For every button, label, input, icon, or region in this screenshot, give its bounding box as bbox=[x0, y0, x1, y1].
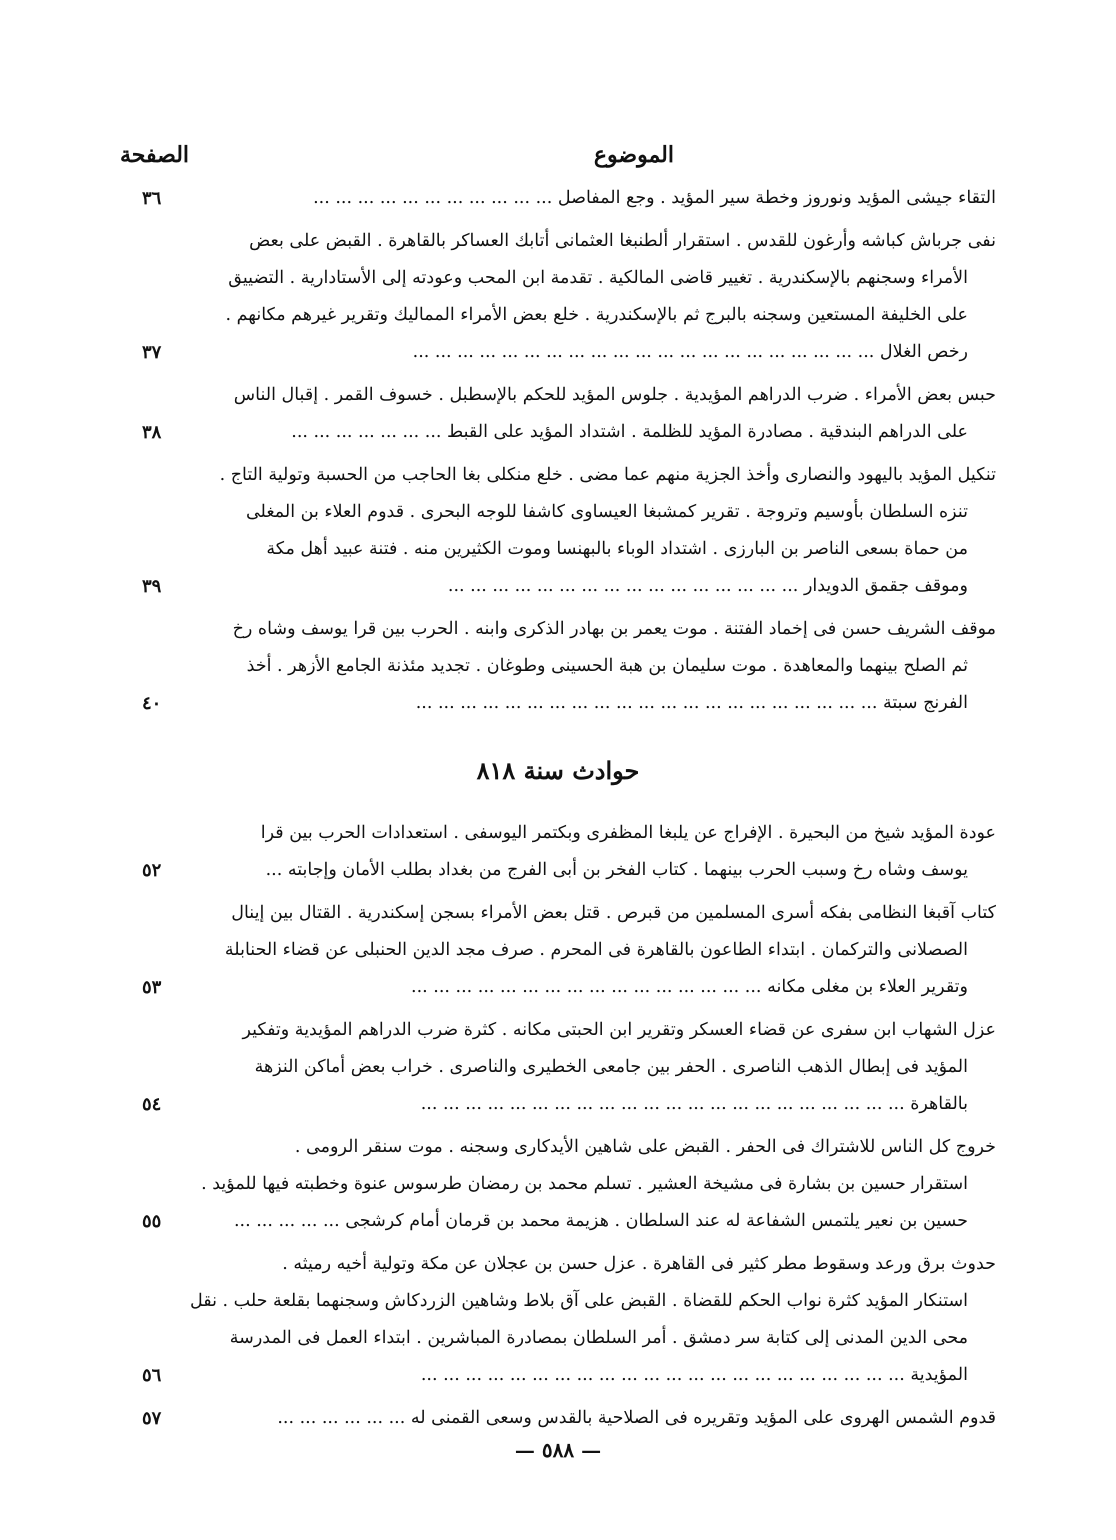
toc-entry-line: تنزه السلطان بأوسيم وتروجة . تقرير كمشبغا العيساوى كاشفا للوجه البحرى . قدوم العلاء بن المغلى bbox=[245, 502, 968, 522]
toc-header bbox=[120, 138, 996, 172]
toc-group-second bbox=[120, 815, 996, 1437]
toc-entry-line: خروج كل الناس للاشتراك فى الحفر . القبض على شاهين الأيدكارى وسجنه . موت سنقر الرومى . bbox=[294, 1137, 996, 1157]
toc-page-number: ٥٧ bbox=[142, 1408, 162, 1429]
toc-entry-line: الفرنج سبتة ... ... ... ... ... ... ... ... ... ... ... ... ... ... ... ... ... ... ... ... ... bbox=[415, 693, 968, 713]
toc-entry bbox=[120, 1129, 996, 1240]
toc-entry bbox=[120, 815, 996, 889]
toc-entry-line: حدوث برق ورعد وسقوط مطر كثير فى القاهرة . عزل حسن بن عجلان عن مكة وتولية أخيه رميثه . bbox=[282, 1254, 996, 1274]
table-of-contents bbox=[120, 180, 996, 1443]
toc-entry bbox=[120, 611, 996, 722]
toc-entry-line: قدوم الشمس الهروى على المؤيد وتقريره فى الصلاحية بالقدس وسعى القمنى له ... ... ... ... ... ... bbox=[277, 1408, 996, 1428]
toc-page-number: ٣٦ bbox=[142, 188, 162, 209]
toc-entry-line: التقاء جيشى المؤيد ونوروز وخطة سير المؤيد . وجع المفاصل ... ... ... ... ... ... ... ... ... ... ... bbox=[313, 188, 996, 208]
topic-column-heading: الموضوع bbox=[593, 142, 674, 168]
toc-entry bbox=[120, 1246, 996, 1394]
toc-page-number: ٥٤ bbox=[142, 1094, 162, 1115]
page-column-heading: الصفحة bbox=[120, 142, 190, 168]
toc-page-number: ٥٥ bbox=[142, 1211, 162, 1232]
toc-entry-line: تنكيل المؤيد باليهود والنصارى وأخذ الجزية منهم عما مضى . خلع منكلى بغا الحاجب من الحسبة وتولية التاج . bbox=[219, 465, 996, 485]
toc-entry-line: عودة المؤيد شيخ من البحيرة . الإفراج عن يلبغا المظفرى وبكتمر اليوسفى . استعدادات الحرب بين قرا bbox=[260, 823, 996, 843]
toc-entry-line: يوسف وشاه رخ وسبب الحرب بينهما . كتاب الفخر بن أبى الفرج من بغداد بطلب الأمان وإجابته ... bbox=[265, 860, 968, 880]
toc-entry-line: كتاب آقبغا النظامى بفكه أسرى المسلمين من قبرص . قتل بعض الأمراء بسجن إسكندرية . القتال بين إينال bbox=[231, 903, 996, 923]
toc-page-number: ٥٣ bbox=[142, 977, 162, 998]
toc-entry-line: حسين بن نعير يلتمس الشفاعة له عند السلطان . هزيمة محمد بن قرمان أمام كرشجى ... ... ... ... ... bbox=[233, 1211, 968, 1231]
toc-page-number: ٥٢ bbox=[142, 860, 162, 881]
toc-entry-line: ثم الصلح بينهما والمعاهدة . موت سليمان بن هبة الحسينى وطوغان . تجديد مئذنة الجامع الأزهر . أخذ bbox=[246, 656, 968, 676]
toc-page-number: ٣٨ bbox=[142, 422, 162, 443]
toc-entry-line: حبس بعض الأمراء . ضرب الدراهم المؤيدية . جلوس المؤيد للحكم بالإسطبل . خسوف القمر . إقبال الناس bbox=[233, 385, 996, 405]
toc-entry-line: عزل الشهاب ابن سفرى عن قضاء العسكر وتقرير ابن الحبتى مكانه . كثرة ضرب الدراهم المؤيدية وتفكير bbox=[242, 1020, 996, 1040]
toc-page-number: ٥٦ bbox=[142, 1365, 162, 1386]
toc-entry-line: استقرار حسين بن بشارة فى مشيخة العشير . تسلم محمد بن رمضان طرسوس عنوة وخطبته فيها للمؤيد . bbox=[201, 1174, 968, 1194]
toc-entry-line: المؤيدية ... ... ... ... ... ... ... ... ... ... ... ... ... ... ... ... ... ... ... ... ... ... bbox=[420, 1365, 968, 1385]
page-number-footer: — ٥٨٨ — bbox=[514, 1438, 602, 1462]
toc-entry-line: الأمراء وسجنهم بالإسكندرية . تغيير قاضى المالكية . تقدمة ابن المحب وعودته إلى الأستادارية . التضييق bbox=[228, 268, 968, 288]
toc-entry bbox=[120, 180, 996, 217]
toc-entry-line: وتقرير العلاء بن مغلى مكانه ... ... ... ... ... ... ... ... ... ... ... ... ... ... ... ... bbox=[411, 977, 968, 997]
toc-entry-line: وموقف جقمق الدويدار ... ... ... ... ... ... ... ... ... ... ... ... ... ... ... ... bbox=[447, 576, 968, 596]
toc-entry-line: استنكار المؤيد كثرة نواب الحكم للقضاة . القبض على آق بلاط وشاهين الزردكاش وسجنهما بقلعة حلب . نقل bbox=[189, 1291, 968, 1311]
toc-entry-line: بالقاهرة ... ... ... ... ... ... ... ... ... ... ... ... ... ... ... ... ... ... ... ... ... ... bbox=[420, 1094, 968, 1114]
toc-entry bbox=[120, 1012, 996, 1123]
toc-entry-line: الصصلانى والتركمان . ابتداء الطاعون بالقاهرة فى المحرم . صرف مجد الدين الحنبلى عن قضاء الحنابلة bbox=[224, 940, 968, 960]
toc-group-first bbox=[120, 180, 996, 722]
toc-entry bbox=[120, 377, 996, 451]
toc-entry-line: محى الدين المدنى إلى كتابة سر دمشق . أمر السلطان بمصادرة المباشرين . ابتداء العمل فى المدرسة bbox=[229, 1328, 968, 1348]
toc-page-number: ٣٧ bbox=[142, 342, 162, 363]
toc-entry-line: المؤيد فى إبطال الذهب الناصرى . الحفر بين جامعى الخطيرى والناصرى . خراب بعض أماكن النزهة bbox=[254, 1057, 968, 1077]
toc-entry-line: على الخليفة المستعين وسجنه بالبرج ثم بالإسكندرية . خلع بعض الأمراء المماليك وتقرير غيرهم مكانهم . bbox=[225, 305, 968, 325]
toc-page-number: ٣٩ bbox=[142, 576, 162, 597]
toc-entry-line: نفى جرباش كباشه وأرغون للقدس . استقرار ألطنبغا العثمانى أتابك العساكر بالقاهرة . القبض على بعض bbox=[249, 231, 996, 251]
toc-entry bbox=[120, 895, 996, 1006]
toc-entry-line: من حماة بسعى الناصر بن البارزى . اشتداد الوباء بالبهنسا وموت الكثيرين منه . فتنة عبيد أهل مكة bbox=[266, 539, 968, 559]
toc-entry bbox=[120, 457, 996, 605]
toc-entry bbox=[120, 1400, 996, 1437]
toc-entry bbox=[120, 223, 996, 371]
toc-page-number: ٤٠ bbox=[142, 693, 162, 714]
section-title: حوادث سنة ٨١٨ bbox=[476, 756, 640, 785]
toc-entry-line: موقف الشريف حسن فى إخماد الفتنة . موت يعمر بن بهادر الذكرى وابنه . الحرب بين قرا يوسف وشاه رخ bbox=[232, 619, 996, 639]
toc-entry-line: على الدراهم البندقية . مصادرة المؤيد للظلمة . اشتداد المؤيد على القبط ... ... ... ... ... ... ... bbox=[291, 422, 968, 442]
toc-entry-line: رخص الغلال ... ... ... ... ... ... ... ... ... ... ... ... ... ... ... ... ... ... ... ... ... bbox=[412, 342, 968, 362]
